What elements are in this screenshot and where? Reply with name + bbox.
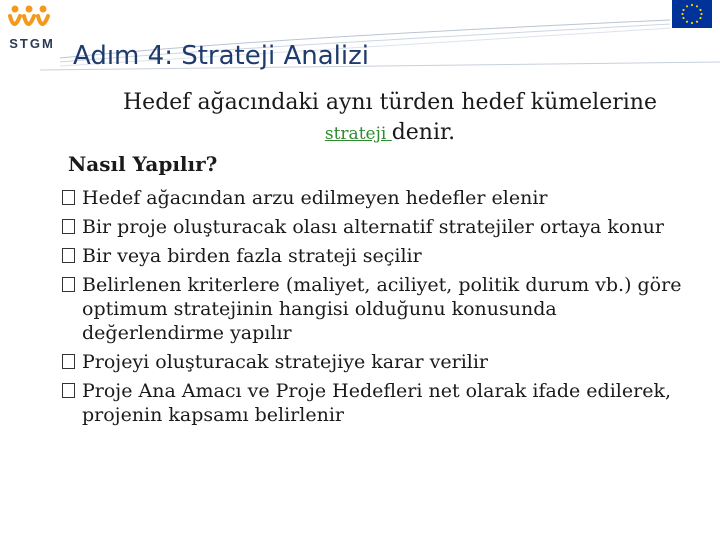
bullet-box-icon xyxy=(62,277,75,292)
logo-text: STGM xyxy=(9,36,55,51)
eu-flag-icon xyxy=(672,0,712,28)
list-item xyxy=(62,215,702,239)
list-item xyxy=(62,273,702,345)
list-item-text: Projeyi oluşturacak stratejiye karar verilir xyxy=(82,351,489,373)
list-item-text: Hedef ağacından arzu edilmeyen hedefler elenir xyxy=(82,187,548,209)
list-item-text: Belirlenen kriterlere (maliyet, aciliyet, politik durum vb.) göre optimum stratejinin hangisi olduğunu konusunda değerlendirme yapılır xyxy=(82,274,682,344)
steps-list xyxy=(62,186,702,432)
bullet-box-icon xyxy=(62,383,75,398)
definition-line-2-rest: denir. xyxy=(391,120,456,145)
section-subheading: Nasıl Yapılır? xyxy=(68,152,218,176)
definition-text xyxy=(90,88,690,149)
list-item xyxy=(62,379,702,427)
definition-keyword: strateji xyxy=(324,124,392,144)
bullet-box-icon xyxy=(62,248,75,263)
list-item xyxy=(62,186,702,210)
list-item-text: Bir proje oluşturacak olası alternatif stratejiler ortaya konur xyxy=(82,216,664,238)
bullet-box-icon xyxy=(62,354,75,369)
bullet-box-icon xyxy=(62,219,75,234)
slide-title: Adım 4: Strateji Analizi xyxy=(73,41,369,71)
list-item-text: Proje Ana Amacı ve Proje Hedefleri net olarak ifade edilerek, projenin kapsamı belirlenir xyxy=(82,380,671,426)
definition-line-2 xyxy=(90,118,690,149)
bullet-box-icon xyxy=(62,190,75,205)
list-item-text: Bir veya birden fazla strateji seçilir xyxy=(82,245,422,267)
definition-line-1: Hedef ağacındaki aynı türden hedef kümelerine xyxy=(123,90,657,115)
list-item xyxy=(62,350,702,374)
list-item xyxy=(62,244,702,268)
